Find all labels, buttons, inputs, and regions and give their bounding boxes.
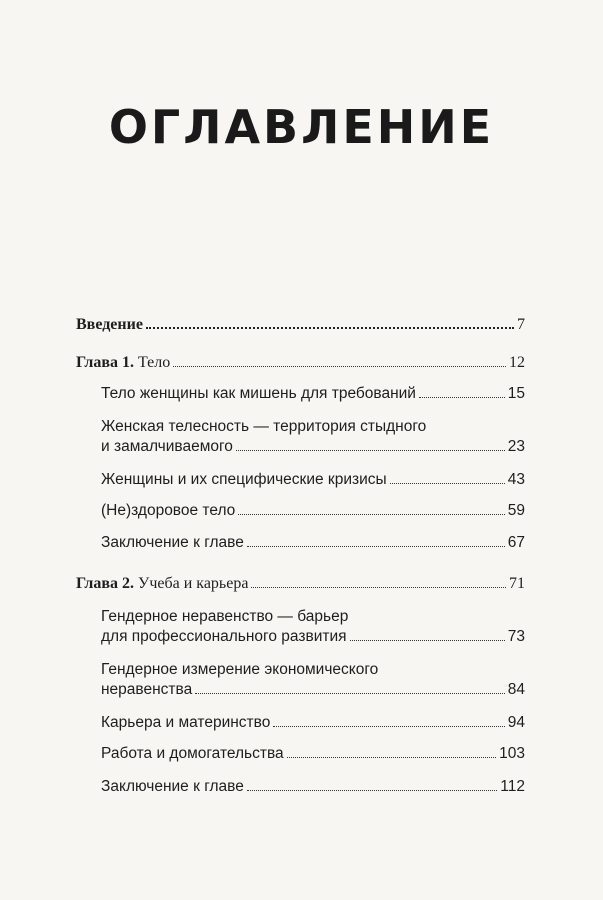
section-page: 59 (507, 502, 525, 519)
dot-leader (247, 790, 497, 791)
section-title: Работа и домогательства (101, 745, 284, 762)
page-title: ОГЛАВЛЕНИЕ (108, 100, 495, 154)
section-page: 67 (507, 534, 525, 551)
toc-section[interactable] (101, 660, 525, 700)
dot-leader (238, 514, 504, 515)
section-title-line2: для профессионального развития (101, 628, 347, 645)
dot-leader (390, 483, 505, 484)
section-page: 103 (499, 745, 525, 762)
toc-entry-label: Введение (76, 316, 143, 333)
section-title-line1: Женская телесность — территория стыдного (101, 418, 427, 435)
section-title: (Не)здоровое тело (101, 502, 236, 519)
section-page: 84 (507, 681, 525, 698)
chapter-title: Тело (138, 354, 171, 371)
dot-leader (173, 366, 506, 367)
toc-chapter-2[interactable] (76, 574, 525, 594)
toc-section[interactable] (101, 384, 525, 404)
toc-section[interactable] (101, 713, 525, 733)
dot-leader (236, 450, 505, 451)
section-title-line1: Гендерное измерение экономического (101, 661, 379, 678)
toc-section[interactable] (101, 744, 525, 764)
dot-leader (419, 397, 505, 398)
chapter-page: 12 (509, 354, 525, 371)
dot-leader (350, 640, 505, 641)
section-title-line2: неравенства (101, 681, 193, 698)
section-page: 94 (507, 714, 525, 731)
toc-section[interactable] (101, 470, 525, 490)
dot-leader (247, 546, 505, 547)
section-title: Карьера и материнство (101, 714, 271, 731)
section-page: 73 (507, 628, 525, 645)
section-page: 112 (500, 778, 525, 795)
dot-leader (146, 327, 514, 329)
section-page: 43 (507, 471, 525, 488)
dot-leader (251, 587, 506, 588)
toc-section[interactable] (101, 533, 525, 553)
section-title: Женщины и их специфические кризисы (101, 471, 387, 488)
section-title: Заключение к главе (101, 534, 244, 551)
chapter-page: 71 (509, 575, 525, 592)
toc-section[interactable] (101, 777, 525, 797)
toc-entry-intro[interactable] (76, 315, 525, 335)
chapter-prefix: Глава 2. (76, 575, 134, 592)
dot-leader (287, 757, 496, 758)
dot-leader (195, 693, 505, 694)
toc-section[interactable] (101, 607, 525, 647)
toc-section[interactable] (101, 501, 525, 521)
toc-section[interactable] (101, 417, 525, 457)
chapter-title: Учеба и карьера (138, 575, 249, 592)
section-title-line1: Гендерное неравенство — барьер (101, 608, 349, 625)
toc-entry-page: 7 (517, 316, 525, 333)
section-page: 15 (507, 385, 525, 402)
dot-leader (273, 726, 504, 727)
section-page: 23 (507, 438, 525, 455)
chapter-prefix: Глава 1. (76, 354, 134, 371)
section-title-line2: и замалчиваемого (101, 438, 233, 455)
section-title: Заключение к главе (101, 778, 244, 795)
section-title: Тело женщины как мишень для требований (101, 385, 416, 402)
toc-chapter-1[interactable] (76, 353, 525, 373)
